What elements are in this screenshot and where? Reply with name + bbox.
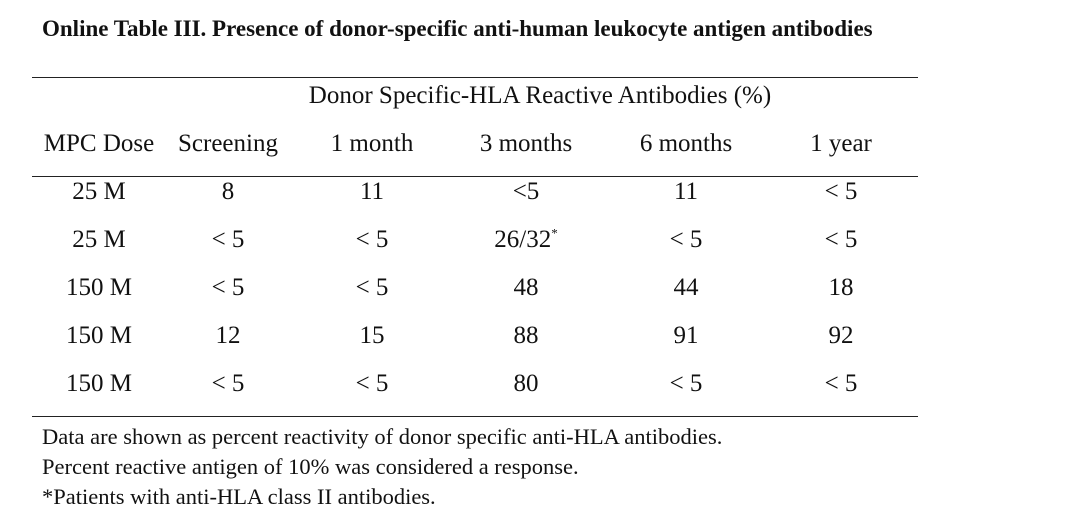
table-cell: 91 — [673, 322, 699, 349]
header-screening: Screening — [178, 130, 278, 157]
table-cell: < 5 — [824, 178, 858, 205]
table-cell: < 5 — [211, 226, 245, 253]
table-title: Online Table III. Presence of donor-specific anti-human leukocyte antigen antibodies — [42, 16, 873, 41]
table-cell: 48 — [513, 274, 539, 301]
header-6-months: 6 months — [639, 130, 733, 157]
table-cell: 11 — [673, 178, 699, 205]
table-cell: 25 M — [72, 226, 126, 253]
table-cell: < 5 — [211, 370, 245, 397]
table-cell: < 5 — [669, 226, 703, 253]
table-cell: 44 — [673, 274, 699, 301]
table-cell: 150 M — [66, 322, 132, 349]
table-cell-value: 26/32 — [494, 226, 552, 253]
header-mpc-dose: MPC Dose — [43, 130, 155, 157]
footnote-marker: * — [551, 225, 558, 241]
header-1-month: 1 month — [330, 130, 414, 157]
table-cell: 88 — [513, 322, 539, 349]
table-cell: 25 M — [72, 178, 126, 205]
note-line: Percent reactive antigen of 10% was considered a response. — [42, 454, 579, 479]
note-line: Data are shown as percent reactivity of donor specific anti-HLA antibodies. — [42, 424, 723, 449]
table-cell: < 5 — [355, 274, 389, 301]
table-cell: 18 — [828, 274, 854, 301]
table-cell: 92 — [828, 322, 854, 349]
table-cell: 150 M — [66, 274, 132, 301]
table-cell: < 5 — [355, 226, 389, 253]
bottom-rule — [32, 416, 918, 417]
table-cell: <5 — [512, 178, 540, 205]
table-cell: 8 — [221, 178, 235, 205]
table-cell: 11 — [359, 178, 385, 205]
table-cell: < 5 — [824, 370, 858, 397]
note-line: *Patients with anti-HLA class II antibodies. — [42, 484, 436, 509]
table-cell: 150 M — [66, 370, 132, 397]
column-spanner-header: Donor Specific-HLA Reactive Antibodies (%) — [308, 82, 772, 109]
header-1-year: 1 year — [810, 130, 872, 157]
table-cell: < 5 — [824, 226, 858, 253]
table-notes — [42, 422, 722, 512]
table-cell: 15 — [359, 322, 385, 349]
table-cell: 80 — [513, 370, 539, 397]
table-cell: < 5 — [355, 370, 389, 397]
table-cell: < 5 — [211, 274, 245, 301]
header-rule — [32, 176, 918, 177]
table-cell-footnoted — [466, 226, 586, 254]
table-cell: 12 — [215, 322, 241, 349]
header-3-months: 3 months — [479, 130, 573, 157]
table-cell: < 5 — [669, 370, 703, 397]
top-rule — [32, 77, 918, 78]
